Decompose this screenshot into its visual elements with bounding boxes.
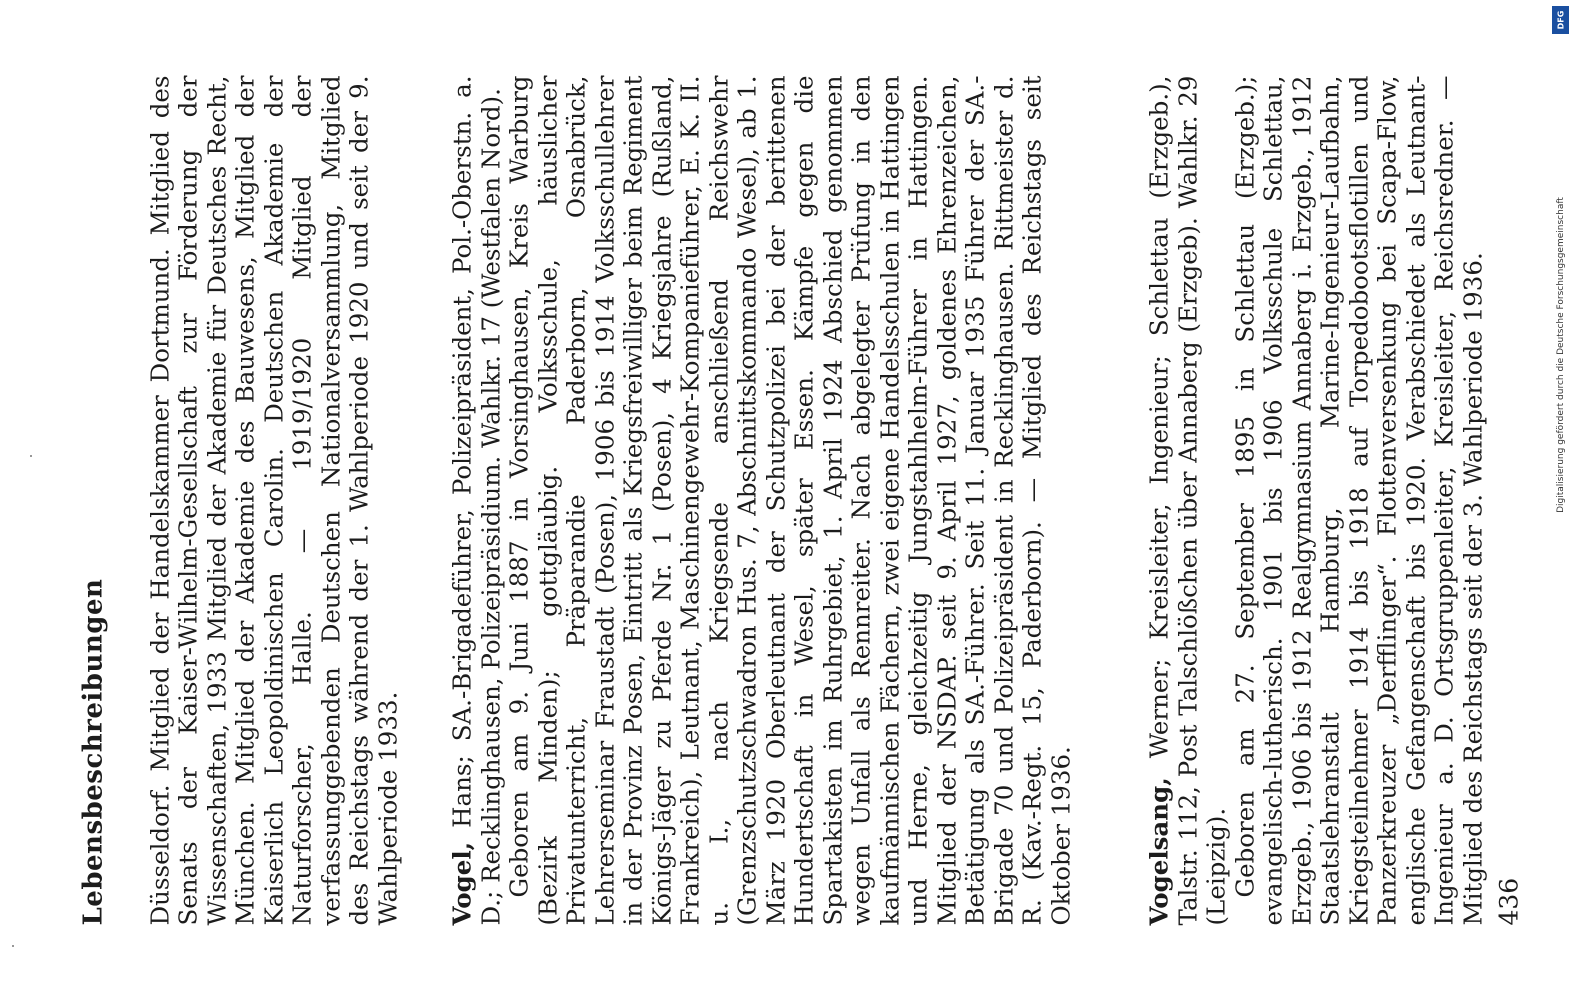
scan-speck: [30, 455, 32, 457]
entry-heading: [1146, 76, 1232, 926]
dfg-logo: [1552, 6, 1569, 34]
page-number: 436: [1494, 877, 1524, 926]
entry-body: Geboren am 9. Juni 1887 in Vorsinghausen, Kreis Warburg (Bezirk Minden); gottgläubig. Volksschule, häuslicher Privatunterricht, Präparandie Paderborn, Osnabrück, Lehrerseminar Fraustadt (Posen), 1906 bis 1914 Volksschullehrer in der Provinz Posen, Eintritt als Kriegsfreiwilliger beim Regiment Königs-Jäger zu Pferde Nr. 1 (Posen), 4 Kriegsjahre (Rußland, Frankreich), Leutnant, Maschinengewehr-Kompanieführer, E. K. II. u. I., nach Kriegsende anschließend Reichswehr (Grenzschutzschwadron Hus. 7, Abschnittskommando Wesel), ab 1. März 1920 Oberleutnant der Schutzpolizei bei der berittenen Hundertschaft in Wesel, später Essen. Kämpfe gegen die Spartakisten im Ruhrgebiet, 1. April 1924 Abschied genommen wegen Unfall als Rennreiter. Nach abgelegter Prüfung in den kaufmännischen Fächern, zwei eigene Handelsschulen in Hattingen und Herne, gleichzeitig Jungstahlhelm-Führer in Hattingen. Mitglied der NSDAP. seit 9. April 1927, goldenes Ehrenzeichen, Betätigung als SA.-Führer. Seit 11. Januar 1935 Führer der SA.-Brigade 70 und Polizeipräsident in Recklinghausen. Rittmeister d. R. (Kav.-Regt. 15, Paderborn). — Mitglied des Reichstags seit Oktober 1936.: [504, 75, 1075, 926]
entry-details: Werner; Kreisleiter, Ingenieur; Schlettau (Erzgeb.), Talstr. 112, Post Talschlößchen über Annaberg (Erzgeb). Wahlkr. 29 (Leipzig).: [1144, 75, 1231, 926]
dfg-logo-text: DFG: [1556, 10, 1565, 30]
entry-name: Vogel,: [447, 841, 477, 926]
page-content: [80, 76, 1488, 926]
entry-body: Geboren am 27. September 1895 in Schlettau (Erzgeb.); evangelisch-lutherisch. 1901 bis 1906 Volksschule Schlettau, Erzgeb., 1906 bis 1912 Realgymnasium Annaberg i. Erzgeb., 1912 Staatslehranstalt Hamburg, Marine-Ingenieur-Laufbahn, Kriegsteilnehmer 1914 bis 1918 auf Torpedobootsflotillen und Panzerkreuzer „Derfflinger“. Flottenversenkung bei Scapa-Flow, englische Gefangenschaft bis 1920. Verabschiedet als Leutnant-Ingenieur a. D. Ortsgruppenleiter, Kreisleiter, Reichsredner. — Mitglied des Reichstags seit der 3. Wahlperiode 1936.: [1230, 75, 1487, 926]
running-header: Lebensbeschreibungen: [78, 578, 109, 926]
scan-speck: [12, 945, 14, 947]
rotated-page: [0, 1, 1595, 1001]
entry-name: Vogelsang,: [1144, 777, 1174, 926]
entry-heading: [449, 76, 506, 926]
continuation-paragraph: Düsseldorf. Mitglied der Handelskammer Dortmund. Mitglied des Senats der Kaiser-Wilhelm-Gesellschaft zur Förderung der Wissenschaften, 1933 Mitglied der Akademie für Deutsches Recht, München. Mitglied der Akademie des Bauwesens, Mitglied der Kaiserlich Leopoldinischen Carolin. Deutschen Akademie der Naturforscher, Halle. — 1919/1920 Mitglied der verfassunggebenden Deutschen Nationalversammlung, Mitglied des Reichstags während der 1. Wahlperiode 1920 und seit der 9. Wahlperiode 1933.: [145, 75, 402, 926]
entry-details: Hans; SA.-Brigadeführer, Polizeipräsident, Pol.-Oberstn. a. D.; Recklinghausen, Polizeipräsidium. Wahlkr. 17 (Westfalen Nord).: [447, 75, 505, 926]
biography-entry-vogelsang: [1146, 76, 1488, 926]
credit-text: Digitalisierung gefördert durch die Deutsche Forschungsgemeinschaft: [1556, 197, 1566, 513]
digitization-credit: [1548, 0, 1574, 1000]
biography-entry-vogel: [449, 76, 1076, 926]
